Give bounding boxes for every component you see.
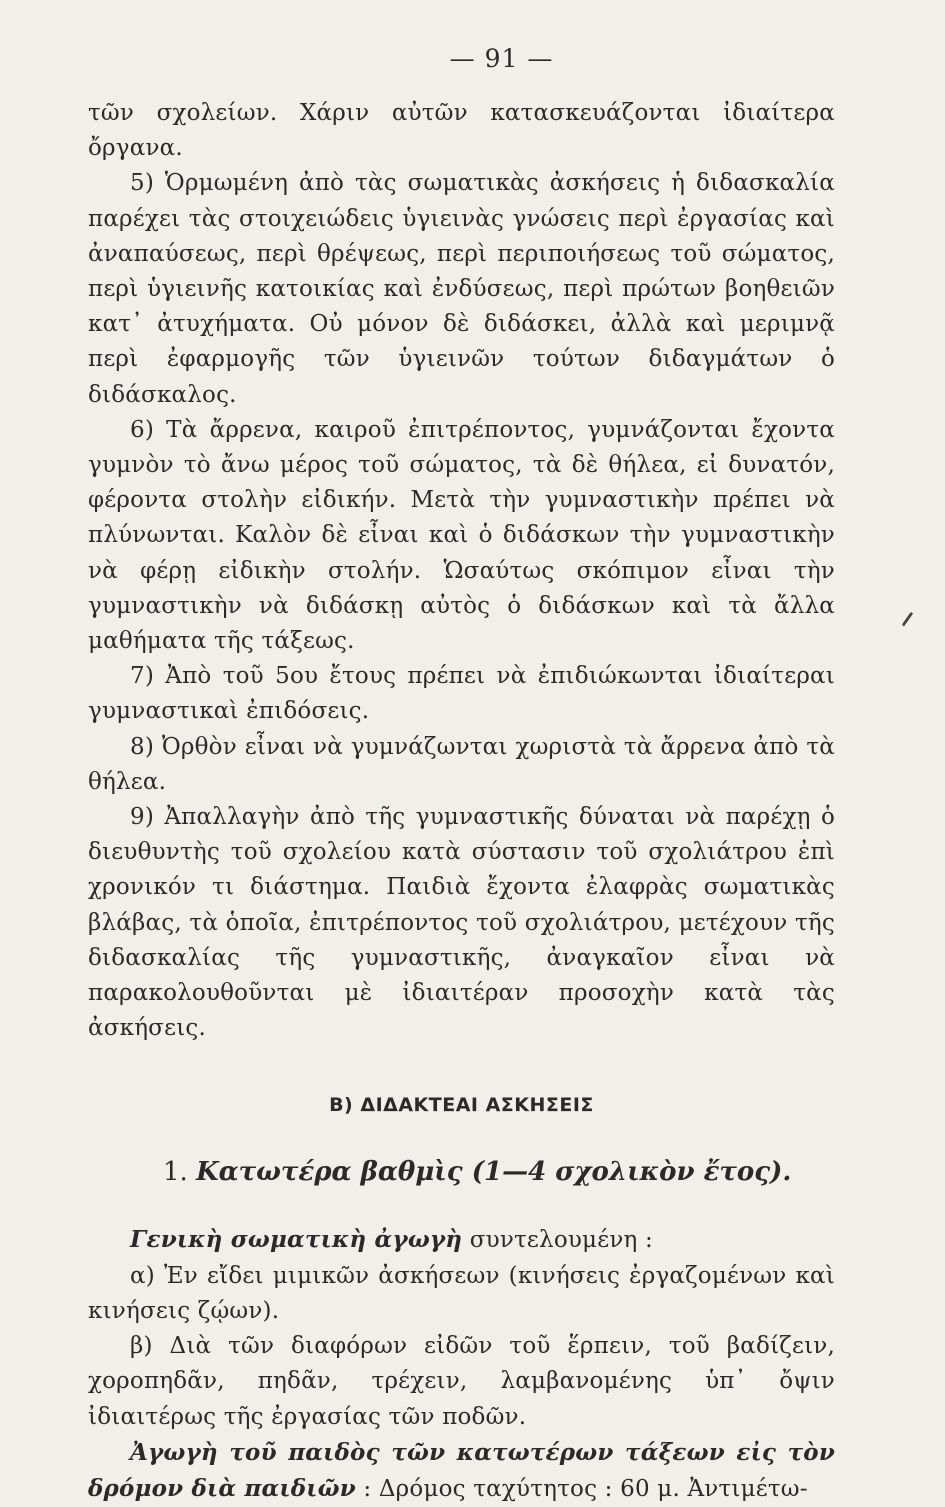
last-rest: : Δρόμος ταχύτητος : 60 μ. Ἀντιμέτω- — [355, 1475, 808, 1502]
item-alpha: α) Ἐν εἴδει μιμικῶν ἀσκήσεων (κινήσεις ἐργαζομένων καὶ κινήσεις ζῴων). — [88, 1262, 835, 1324]
last-paragraph — [88, 1435, 835, 1507]
paragraph-5: 5) Ὁρμωμένη ἀπὸ τὰς σωματικὰς ἀσκήσεις ἡ διδασκαλία παρέχει τὰς στοιχειώδεις ὑγιεινὰς γνώσεις περὶ ἐργασίας καὶ ἀναπαύσεως, περὶ θρέψεως, περὶ περιποιήσεως τοῦ σώματος, περὶ ὑγιεινῆς κατοικίας καὶ ἐνδύσεως, περὶ πρώτων βοηθειῶν κατ᾽ ἀτυχήματα. Οὐ μόνον δὲ διδάσκει, ἀλλὰ καὶ μεριμνᾷ περὶ ἐφαρμογῆς τῶν ὑγιεινῶν τούτων διδαγμάτων ὁ διδάσκαλος. — [88, 170, 835, 408]
general-bold-label: Γενικὴ σωματικὴ ἀγωγὴ — [130, 1226, 463, 1254]
subsection-title: Κατωτέρα βαθμὶς (1—4 σχολικὸν ἔτος). — [196, 1157, 792, 1188]
section-heading: Β) ΔΙΔΑΚΤΕΑΙ ΑΣΚΗΣΕΙΣ — [329, 1094, 594, 1117]
general-rest: συντελουμένη : — [462, 1227, 653, 1254]
paragraph-8: 8) Ὀρθὸν εἶναι νὰ γυμνάζωνται χωριστὰ τὰ ἄρρενα ἀπὸ τὰ θήλεα. — [88, 733, 835, 795]
paragraph-7: 7) Ἀπὸ τοῦ 5ου ἔτους πρέπει νὰ ἐπιδιώκωνται ἰδιαίτεραι γυμναστικαὶ ἐπιδόσεις. — [88, 663, 835, 725]
paragraph-6: 6) Τὰ ἄρρενα, καιροῦ ἐπιτρέποντος, γυμνάζονται ἔχοντα γυμνὸν τὸ ἄνω μέρος τοῦ σώματος, τὰ δὲ θήλεα, εἰ δυνατόν, φέροντα στολὴν εἰδικήν. Μετὰ τὴν γυμναστικὴν πρέπει νὰ πλύνωνται. Καλὸν δὲ εἶναι καὶ ὁ διδάσκων τὴν γυμναστικὴν νὰ φέρῃ εἰδικὴν στολήν. Ὡσαύτως σκόπιμον εἶναι τὴν γυμναστικὴν νὰ διδάσκῃ αὐτὸς ὁ διδάσκων καὶ τὰ ἄλλα μαθήματα τῆς τάξεως. — [88, 416, 835, 655]
paragraph-9: 9) Ἀπαλλαγὴν ἀπὸ τῆς γυμναστικῆς δύναται νὰ παρέχῃ ὁ διευθυντὴς τοῦ σχολείου κατὰ σύστασιν τοῦ σχολιάτρου ἐπὶ χρονικόν τι διάστημα. Παιδιὰ ἔχοντα ἐλαφρὰς σωματικὰς βλάβας, τὰ ὁποῖα, ἐπιτρέποντος τοῦ σχολιάτρου, μετέχουν τῆς διδασκαλίας τῆς γυμναστικῆς, ἀναγκαῖον εἶναι νὰ παρακολουθοῦνται μὲ ἰδιαιτέραν προσοχὴν κατὰ τὰς ἀσκήσεις. — [88, 804, 835, 1042]
ink-mark-icon — [902, 612, 922, 633]
page-number: — 91 — — [449, 44, 554, 73]
general-line — [88, 1222, 835, 1258]
last-bold-label: Ἀγωγὴ τοῦ παιδὸς τῶν κατωτέρων τάξεων εἰς τὸν δρόμον διὰ παιδιῶν — [88, 1438, 835, 1502]
subsection-heading — [88, 1154, 835, 1190]
paragraph-continuation: τῶν σχολείων. Χάριν αὐτῶν κατασκευάζονται ἰδιαίτερα ὄργανα. — [88, 100, 835, 162]
subsection-number: 1. — [163, 1157, 188, 1188]
item-beta: β) Διὰ τῶν διαφόρων εἰδῶν τοῦ ἕρπειν, τοῦ βαδίζειν, χοροπηδᾶν, πηδᾶν, τρέχειν, λαμβανομένης ὑπ᾽ ὄψιν ἰδιαιτέρως τῆς ἐργασίας τῶν ποδῶν. — [88, 1333, 835, 1430]
